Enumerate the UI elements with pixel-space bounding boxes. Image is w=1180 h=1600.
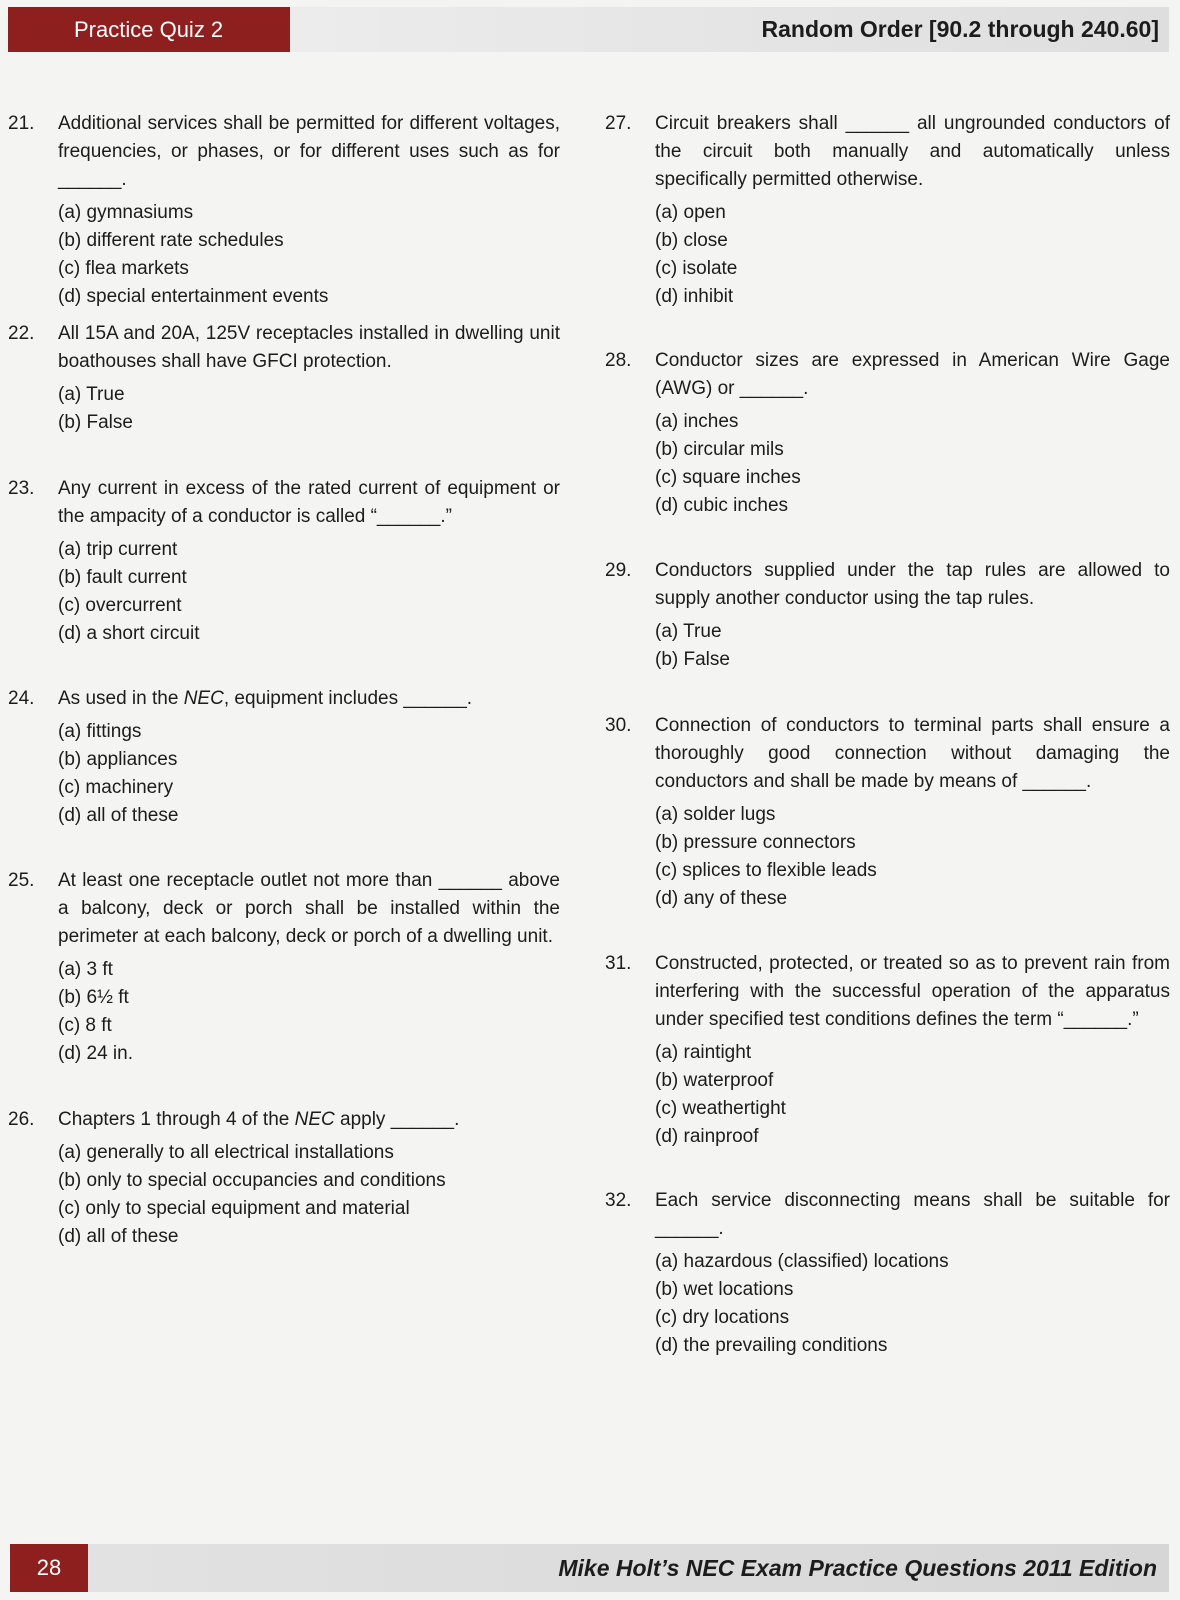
option: (b) appliances	[58, 749, 178, 770]
question-32	[605, 1187, 1170, 1360]
question-21	[8, 110, 560, 311]
option: (b) waterproof	[655, 1070, 774, 1091]
option: (c) machinery	[58, 777, 174, 798]
option: (a) hazardous (classified) locations	[655, 1251, 949, 1272]
option: (d) a short circuit	[58, 623, 200, 644]
question-number: 29.	[605, 560, 632, 581]
option: (d) rainproof	[655, 1126, 759, 1147]
stem-text: Chapters 1 through 4 of the	[58, 1109, 295, 1130]
nec-italic: NEC	[183, 688, 224, 709]
question-stem: Connection of conductors to terminal parts shall ensure a thoroughly good connection without damaging the conductors and shall be made by means of ______.	[655, 715, 1170, 792]
question-stem: Additional services shall be permitted for different voltages, frequencies, or phases, or for different uses such as for ______.	[58, 113, 560, 190]
question-29	[605, 557, 1170, 674]
question-number: 21.	[8, 113, 35, 134]
book-title: Mike Holt’s NEC Exam Practice Questions 2011 Edition	[88, 1544, 1169, 1592]
option: (a) True	[58, 384, 125, 405]
question-23	[8, 475, 560, 648]
stem-text: As used in the	[58, 688, 184, 709]
option-list	[58, 199, 560, 311]
option: (c) square inches	[655, 467, 801, 488]
option-list	[655, 1248, 1170, 1360]
option: (c) 8 ft	[58, 1015, 112, 1036]
option: (d) all of these	[58, 805, 179, 826]
option: (c) weathertight	[655, 1098, 786, 1119]
option: (c) splices to flexible leads	[655, 860, 877, 881]
stem-text: , equipment includes ______.	[223, 688, 473, 709]
question-25	[8, 867, 560, 1068]
option: (b) fault current	[58, 567, 187, 588]
option-list	[655, 618, 1170, 674]
nec-italic: NEC	[294, 1109, 335, 1130]
section-label: Practice Quiz 2	[8, 7, 290, 52]
option: (a) gymnasiums	[58, 202, 194, 223]
option: (b) only to special occupancies and conditions	[58, 1170, 446, 1191]
question-number: 26.	[8, 1109, 35, 1130]
question-24	[8, 685, 560, 830]
stem-text: apply ______.	[334, 1109, 460, 1130]
page-title: Random Order [90.2 through 240.60]	[290, 7, 1169, 52]
option-list	[655, 199, 1170, 311]
option: (a) True	[655, 621, 722, 642]
option: (b) pressure connectors	[655, 832, 856, 853]
option: (c) isolate	[655, 258, 738, 279]
question-stem: Constructed, protected, or treated so as to prevent rain from interfering with the successful operation of the apparatus under specified test conditions defines the term “______.”	[655, 953, 1170, 1030]
question-27	[605, 110, 1170, 311]
question-28	[605, 347, 1170, 520]
question-31	[605, 950, 1170, 1151]
question-number: 32.	[605, 1190, 632, 1211]
option: (a) solder lugs	[655, 804, 776, 825]
option: (d) special entertainment events	[58, 286, 329, 307]
question-number: 24.	[8, 688, 35, 709]
option: (a) 3 ft	[58, 959, 113, 980]
option: (a) inches	[655, 411, 739, 432]
option: (c) flea markets	[58, 258, 189, 279]
question-number: 27.	[605, 113, 632, 134]
option: (c) dry locations	[655, 1307, 790, 1328]
option: (a) fittings	[58, 721, 142, 742]
question-number: 22.	[8, 323, 35, 344]
question-number: 25.	[8, 870, 35, 891]
option-list	[58, 536, 560, 648]
option: (a) generally to all electrical installations	[58, 1142, 394, 1163]
question-26	[8, 1106, 560, 1251]
question-stem: Conductor sizes are expressed in American Wire Gage (AWG) or ______.	[655, 350, 1170, 399]
option-list	[58, 381, 560, 437]
question-stem: Conductors supplied under the tap rules are allowed to supply another conductor using the tap rules.	[655, 560, 1170, 609]
option-list	[655, 408, 1170, 520]
option-list	[655, 1039, 1170, 1151]
option: (a) raintight	[655, 1042, 752, 1063]
option-list	[58, 956, 560, 1068]
option: (d) 24 in.	[58, 1043, 133, 1064]
question-number: 30.	[605, 715, 632, 736]
option: (b) 6½ ft	[58, 987, 129, 1008]
option: (b) circular mils	[655, 439, 784, 460]
page-number: 28	[10, 1544, 88, 1592]
question-stem	[58, 685, 560, 713]
question-number: 31.	[605, 953, 632, 974]
question-stem: Circuit breakers shall ______ all ungrounded conductors of the circuit both manually and automatically unless specifically permitted otherwise.	[655, 113, 1170, 190]
option: (d) cubic inches	[655, 495, 789, 516]
question-stem: Each service disconnecting means shall be suitable for ______.	[655, 1190, 1170, 1239]
option: (c) overcurrent	[58, 595, 182, 616]
option: (d) all of these	[58, 1226, 179, 1247]
question-stem: All 15A and 20A, 125V receptacles installed in dwelling unit boathouses shall have GFCI protection.	[58, 323, 560, 372]
option: (b) close	[655, 230, 728, 251]
option: (d) the prevailing conditions	[655, 1335, 888, 1356]
option: (c) only to special equipment and material	[58, 1198, 410, 1219]
option: (d) inhibit	[655, 286, 734, 307]
option: (b) different rate schedules	[58, 230, 284, 251]
question-stem	[58, 1106, 560, 1134]
option: (d) any of these	[655, 888, 788, 909]
question-stem: Any current in excess of the rated current of equipment or the ampacity of a conductor is called “______.”	[58, 478, 560, 527]
question-30	[605, 712, 1170, 913]
question-stem: At least one receptacle outlet not more than ______ above a balcony, deck or porch shall be installed within the perimeter at each balcony, deck or porch of a dwelling unit.	[58, 870, 560, 947]
option: (a) open	[655, 202, 726, 223]
option: (b) wet locations	[655, 1279, 794, 1300]
option-list	[655, 801, 1170, 913]
question-number: 28.	[605, 350, 632, 371]
option-list	[58, 718, 560, 830]
option-list	[58, 1139, 560, 1251]
option: (b) False	[655, 649, 730, 670]
option: (b) False	[58, 412, 133, 433]
option: (a) trip current	[58, 539, 178, 560]
question-number: 23.	[8, 478, 35, 499]
question-22	[8, 320, 560, 437]
